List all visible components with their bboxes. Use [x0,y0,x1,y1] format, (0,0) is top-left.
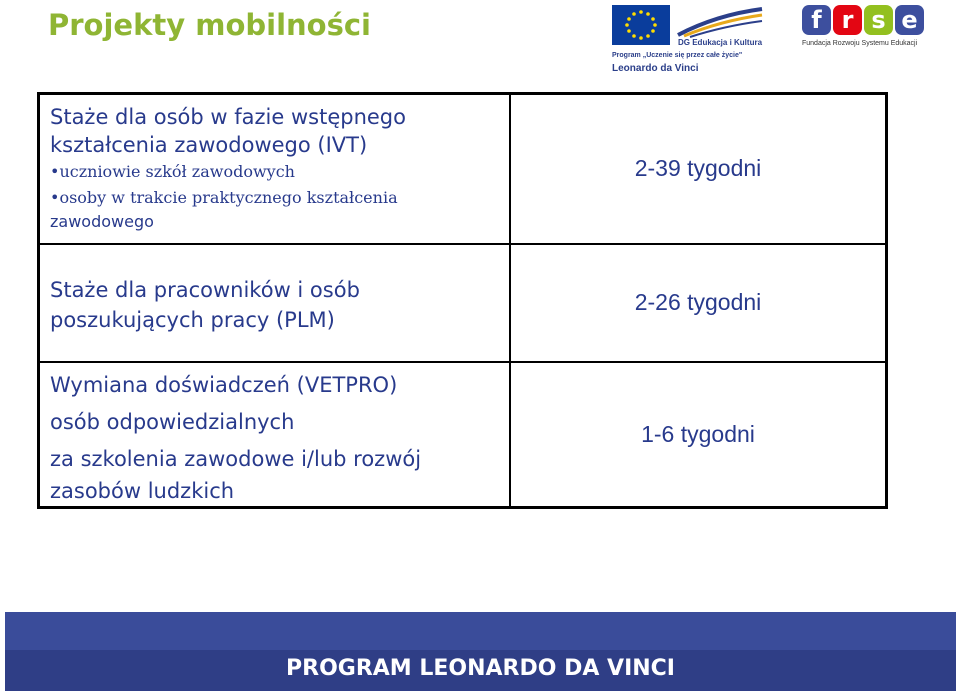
mobility-table [37,92,888,509]
footer-bar [5,612,956,691]
footer-text: PROGRAM LEONARDO DA VINCI [286,656,675,681]
frse-letter-s: s [864,5,893,35]
list-item: •osoby w trakcie praktycznego kształcenia [50,188,398,207]
row-description [39,94,511,244]
frse-logo [802,5,930,53]
eu-program-logo [612,5,764,77]
dg-label: DG Edukacja i Kultura [678,38,763,47]
row-title-line: osób odpowiedzialnych [50,409,295,434]
row-duration: 2-39 tygodni [510,94,887,244]
row-title-line: Wymiana doświadczeń (VETPRO) [50,372,398,397]
row-title-line: za szkolenia zawodowe i/lub rozwój [50,446,422,471]
eu-flag-icon [612,5,670,45]
row-duration: 1-6 tygodni [510,362,887,508]
frse-letter-e: e [895,5,924,35]
row-description [39,244,511,362]
frse-letter-f: f [802,5,831,35]
row-title-line: Staże dla osób w fazie wstępnego [50,105,406,129]
page-title: Projekty mobilności [48,8,371,42]
frse-letter-r: r [833,5,862,35]
list-item: •uczniowie szkół zawodowych [50,162,295,181]
row-duration: 2-26 tygodni [510,244,887,362]
frse-caption: Fundacja Rozwoju Systemu Edukacji [802,40,918,47]
row-title-line: zasobów ludzkich [50,478,235,503]
row-title-line: kształcenia zawodowego (IVT) [50,133,368,157]
table-row [39,94,887,244]
table-row [39,244,887,362]
row-title-line: poszukujących pracy (PLM) [50,307,335,332]
row-title-line: Staże dla pracowników i osób [50,277,360,302]
program-label: Program „Uczenie się przez całe życie" [612,52,743,59]
swoosh-icon [676,5,764,39]
row-description [39,362,511,508]
ldv-label: Leonardo da Vinci [612,63,699,74]
list-item-continuation: zawodowego [50,212,154,231]
table-row [39,362,887,508]
